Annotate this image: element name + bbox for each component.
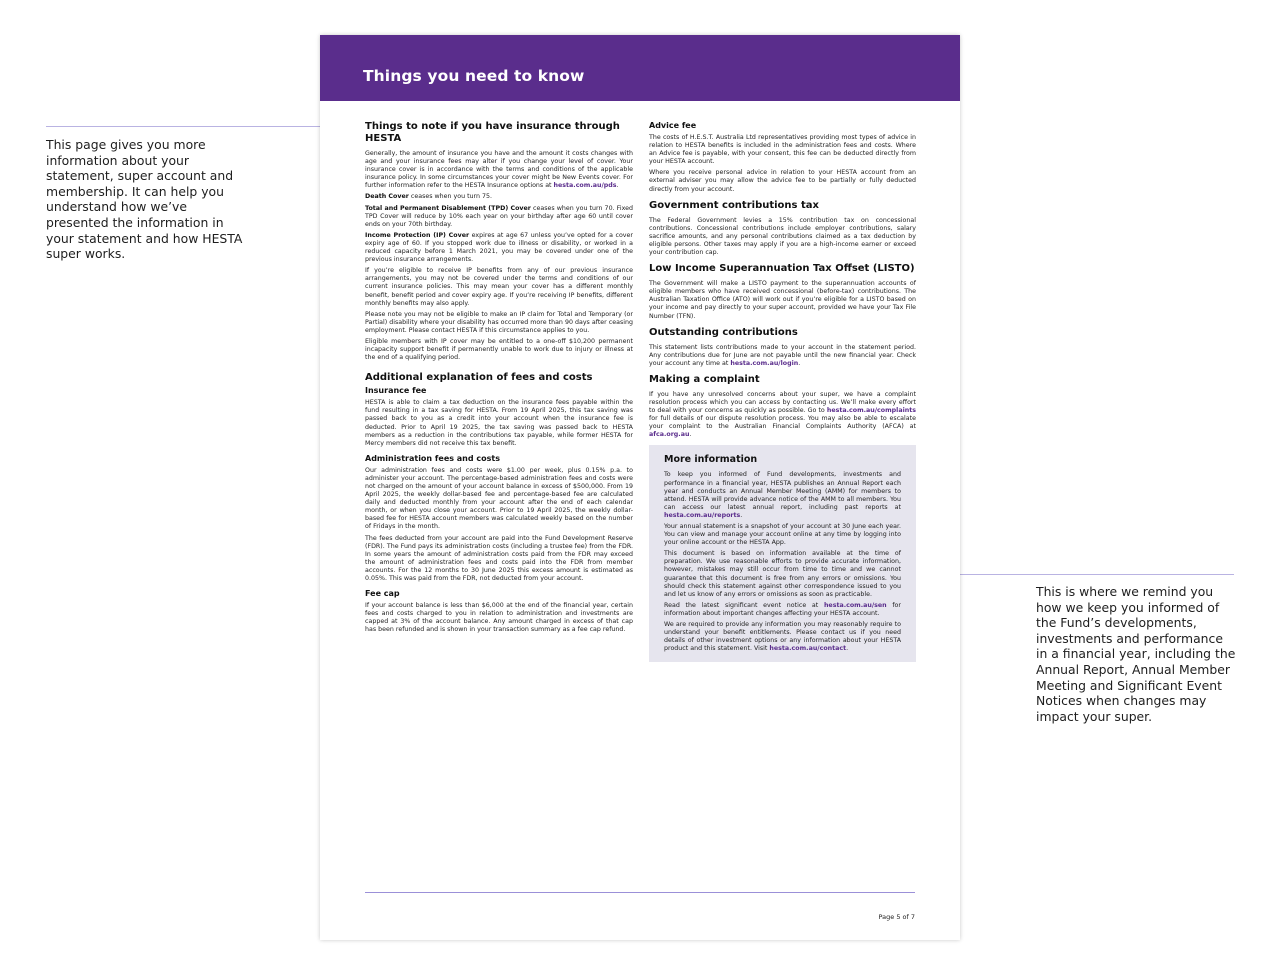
advice-fee-heading: Advice fee — [649, 121, 697, 130]
afca-link[interactable]: afca.org.au — [649, 431, 690, 439]
listo-text: The Government will make a LISTO payment to the superannuation accounts of eligible members who have received concessional (before-tax) contributions. The Australian Taxation Office (ATO) will work out if you’re eligible for a LISTO based on your income and pay directly to your super account, provided we have your Tax File Number (TFN). — [649, 280, 916, 320]
ip-claim-text: Please note you may not be eligible to make an IP claim for Total and Temporary (or Partial) disability where your disability has occurred more than 90 days after ceasing employment. Please contact HESTA if this circumstance applies to you. — [365, 310, 633, 334]
reports-link[interactable]: hesta.com.au/reports — [664, 511, 741, 519]
more-info-text-4: Read the latest significant event notice at hesta.com.au/sen for information about important changes affecting your HESTA account. — [664, 601, 901, 617]
gov-tax-section — [649, 200, 916, 257]
ip-eligible-text: If you’re eligible to receive IP benefits from any of our previous insurance arrangements, you may not be covered under the terms and conditions of our current insurance policies. This may mean your cover has a different monthly benefit, benefit period and cover expiry age. If you’re receiving IP benefits, different monthly benefits may also apply. — [365, 267, 633, 307]
fee-cap-text: If your account balance is less than $6,000 at the end of the financial year, certain fees and costs charged to you in relation to administration and investments are capped at 3% of the account balance. Any amount charged in excess of that cap has been refunded and is shown in your transaction summary as a fee cap refund. — [365, 602, 633, 634]
admin-fees-heading: Administration fees and costs — [365, 453, 500, 463]
insurance-fee-text: HESTA is able to claim a tax deduction on the insurance fees payable within the fund resulting in a tax saving for HESTA. From 19 April 2025, this tax saving was passed back to you as a credit into your account when the insurance fee is deducted. Prior to April 19 2025, the tax saving was passed back to HESTA members as a reduction in the contributions tax payable, while former HESTA for Mercy members did not receive this tax benefit. — [365, 399, 633, 447]
insurance-heading: Things to note if you have insurance through HESTA — [365, 121, 620, 144]
complaint-heading: Making a complaint — [649, 373, 760, 385]
advice-fee-text-1: The costs of H.E.S.T. Australia Ltd representatives providing most types of advice in relation to HESTA benefits is included in the administration fees and costs. Where an Advice fee is payable, with your consent, this fee can be deducted directly from your HESTA account. — [649, 134, 916, 166]
contact-link[interactable]: hesta.com.au/contact — [769, 645, 847, 653]
tpd-cover-text: Total and Permanent Disablement (TPD) Cover ceases when you turn 70. Fixed TPD Cover will reduce by 10% each year on your birthday after age 60 until cover ends on your 70th birthday. — [365, 204, 633, 228]
more-info-text-3: This document is based on information available at the time of preparation. We use reasonable efforts to provide accurate information, however, mistakes may still occur from time to time and we cannot guarantee that this document is free from any errors or omissions. You should check this statement against other correspondence issued to you and let us know of any errors or omissions as soon as practicable. — [664, 550, 901, 598]
insurance-section — [365, 121, 633, 362]
complaint-text: If you have any unresolved concerns about your super, we have a complaint resolution process which you can access by contacting us. We’ll make every effort to deal with your concerns as quickly as possible. Go to hesta.com.au/complaints for full details of our dispute resolution process. You may also be able to escalate your complaint to the Australian Financial Complaints Authority (AFCA) at afca.org.au. — [649, 390, 916, 439]
death-cover-text: Death Cover ceases when you turn 75. — [365, 193, 493, 201]
advice-fee-text-2: Where you receive personal advice in relation to your HESTA account from an external adviser you may allow the advice fee to be partially or fully deducted directly from your account. — [649, 169, 916, 193]
more-information-heading: More information — [664, 454, 758, 466]
outstanding-section — [649, 327, 916, 368]
advice-fee-section — [649, 121, 916, 194]
listo-heading: Low Income Superannuation Tax Offset (LISTO) — [649, 263, 915, 275]
outstanding-heading: Outstanding contributions — [649, 326, 798, 338]
pds-link[interactable]: hesta.com.au/pds — [553, 182, 617, 190]
left-column — [365, 121, 633, 639]
fee-cap-heading: Fee cap — [365, 589, 400, 599]
gov-tax-text: The Federal Government levies a 15% contribution tax on concessional contributions. Concessional contributions include employer contributions, salary sacrifice amounts, and any personal contributions claimed as a tax deduction by eligible persons. Other taxes may apply if you are a high-income earner or exceed your contribution cap. — [649, 216, 916, 257]
more-info-text-1: To keep you informed of Fund developments, investments and performance in a financial year, HESTA publishes an Annual Report each year and conducts an Annual Member Meeting (AMM) for members to attend. HESTA will provide advance notice of the AMM to all members. You can access our latest annual report, including past reports at hesta.com.au/reports. — [664, 471, 901, 519]
more-info-text-2: Your annual statement is a snapshot of your account at 30 June each year. You can view and manage your account online at any time by logging into your online account or the HESTA App. — [664, 523, 901, 547]
outstanding-text: This statement lists contributions made to your account in the statement period. Any contributions due for June are not payable until the new financial year. Check your account any time at hesta.com.au/login. — [649, 343, 916, 367]
page-header — [320, 35, 960, 101]
right-column — [649, 121, 916, 662]
fees-section — [365, 372, 633, 634]
statement-page — [320, 35, 960, 940]
more-info-text-5: We are required to provide any information you may reasonably require to understand your benefit entitlements. Please contact us if you need details of other investment options or any information about your HESTA product and this statement. Visit hesta.com.au/contact. — [664, 621, 901, 653]
support-benefit-text: Eligible members with IP cover may be entitled to a one-off $10,200 permanent incapacity support benefit if permanently unable to work due to injury or illness at the end of a qualifying period. — [365, 337, 633, 362]
gov-tax-heading: Government contributions tax — [649, 199, 819, 211]
insurance-fee-heading: Insurance fee — [365, 386, 427, 396]
more-information-box — [649, 445, 916, 662]
admin-fees-text-1: Our administration fees and costs were $1.00 per week, plus 0.15% p.a. to administer your account. The percentage-based administration fees and costs were not charged on the amount of your account balance in excess of $500,000. From 19 April 2025, the weekly dollar-based fee and percentage-based fee are calculated daily and deducted monthly from your account after the end of each calendar month, or when you close your account. Prior to 19 April 2025, the weekly dollar-based fee for HESTA account members was calculated weekly based on the number of Fridays in the month. — [365, 466, 633, 531]
footer-divider — [365, 892, 915, 893]
fees-heading: Additional explanation of fees and costs — [365, 372, 593, 384]
admin-fees-text-2: The fees deducted from your account are paid into the Fund Development Reserve (FDR). The Fund pays its administration costs (including a trustee fee) from the FDR. In some years the amount of administration costs paid from the FDR may exceed the amount of administration fees and costs paid into the FDR from member accounts. For the 12 months to 30 June 2025 this excess amount is estimated as 0.05%. This was paid from the FDR, not deducted from your account. — [365, 534, 633, 583]
ip-cover-text: Income Protection (IP) Cover expires at age 67 unless you’ve opted for a cover expiry age of 60. If you stopped work due to illness or disability, or worked in a reduced capacity before 1 March 2021, you may be covered under one of the previous insurance arrangements. — [365, 231, 633, 264]
annotation-left: This page gives you more information about your statement, super account and membership. It can help you understand how we’ve presented the information in your statement and how HESTA super works. — [46, 137, 243, 262]
complaints-link[interactable]: hesta.com.au/complaints — [826, 407, 916, 415]
annotation-right: This is where we remind you how we keep you informed of the Fund’s developments, investments and performance in a financial year, including the Annual Report, Annual Member Meeting and Significant Event Notices when changes may impact your super. — [1036, 584, 1236, 724]
complaint-section — [649, 374, 916, 440]
annotation-left-line — [46, 126, 351, 127]
annotation-right-line — [928, 574, 1234, 575]
insurance-intro: Generally, the amount of insurance you have and the amount it costs changes with age and your insurance fees may alter if you change your level of cover. Your insurance cover is in accordance with the terms and conditions of the applicable insurance policy. In some circumstances your cover might be New Events cover. For further information refer to the HESTA Insurance options at hesta.com.au/pds. — [365, 150, 633, 190]
page-title: Things you need to know — [363, 67, 585, 85]
login-link[interactable]: hesta.com.au/login — [730, 359, 799, 367]
sen-link[interactable]: hesta.com.au/sen — [823, 601, 887, 609]
listo-section — [649, 263, 916, 320]
page-number: Page 5 of 7 — [878, 913, 915, 921]
